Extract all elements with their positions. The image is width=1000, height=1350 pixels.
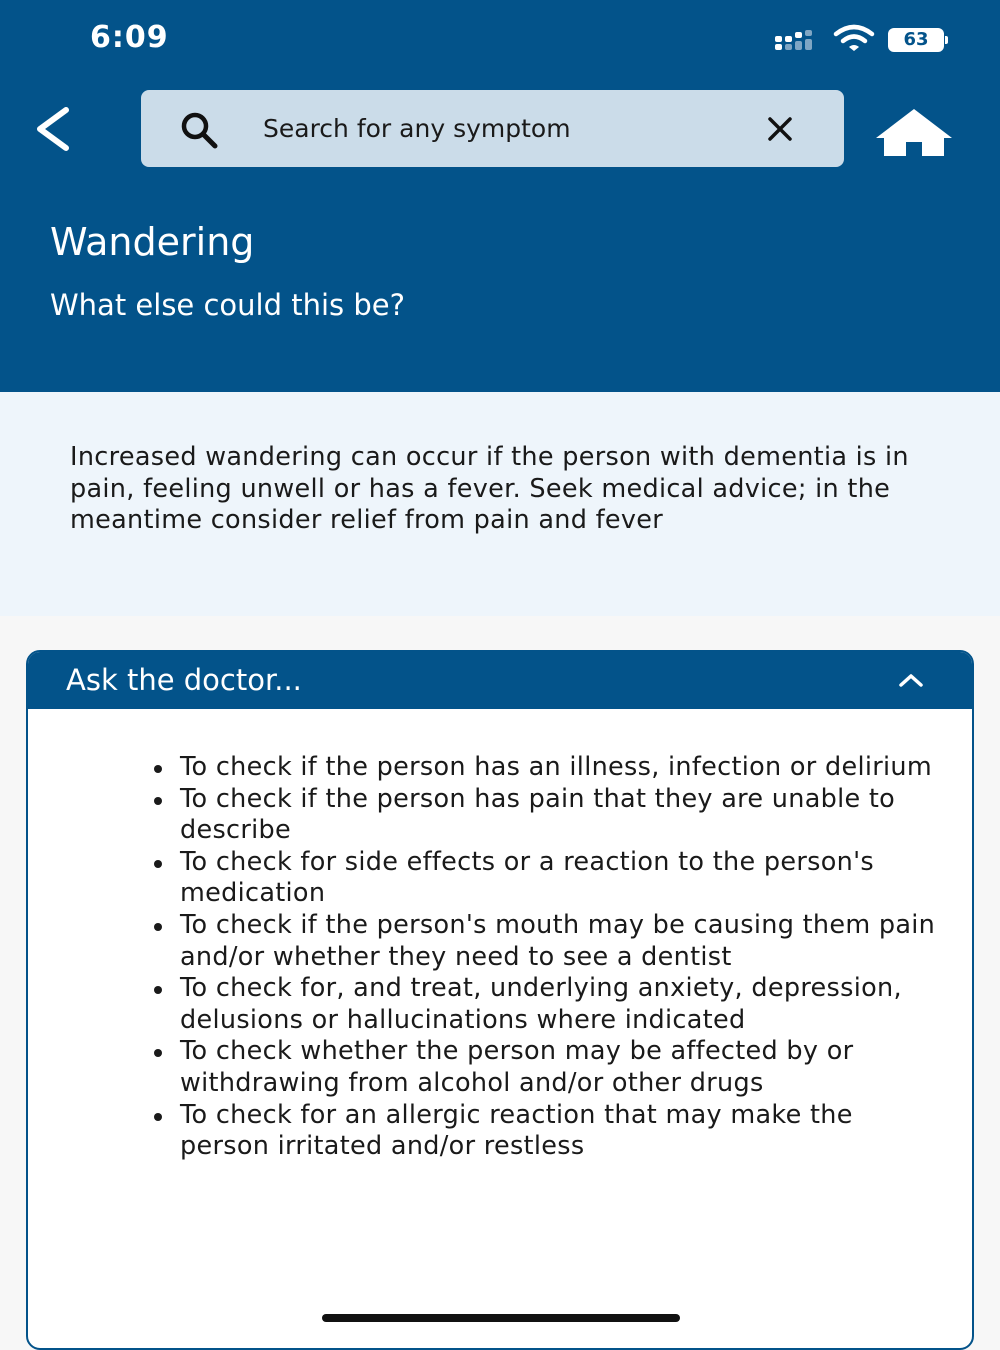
battery-icon	[888, 28, 948, 52]
ask-doctor-list	[150, 752, 950, 1163]
signal-icon	[775, 30, 821, 50]
list-item	[150, 973, 950, 1036]
list-item-text: To check for an allergic reaction that may make the person irritated and/or restless	[180, 1099, 853, 1162]
list-item	[150, 784, 950, 847]
status-time: 6:09	[90, 20, 169, 55]
wifi-icon	[832, 24, 876, 52]
ask-doctor-card	[26, 650, 974, 1350]
home-button[interactable]	[872, 106, 956, 158]
list-item	[150, 910, 950, 973]
search-input[interactable]	[263, 108, 743, 148]
back-button[interactable]	[28, 104, 78, 154]
chevron-up-icon	[896, 670, 926, 690]
list-item-text: To check whether the person may be affected by or withdrawing from alcohol and/or other drugs	[180, 1036, 854, 1098]
search-bar[interactable]	[141, 90, 844, 167]
list-item	[150, 1036, 950, 1099]
intro-text: Increased wandering can occur if the person with dementia is in pain, feeling unwell or has a fever. Seek medical advice; in the meantime consider relief from pain and fever	[70, 442, 909, 535]
page-title: Wandering	[50, 220, 255, 264]
list-item	[150, 1100, 950, 1163]
ask-doctor-toggle[interactable]	[28, 652, 974, 709]
intro-section	[0, 392, 1000, 616]
app-header	[0, 0, 1000, 392]
close-icon[interactable]	[765, 114, 795, 144]
list-item	[150, 847, 950, 910]
ask-doctor-title: Ask the doctor...	[66, 663, 302, 697]
home-indicator[interactable]	[322, 1314, 680, 1322]
battery-level: 63	[888, 28, 944, 52]
search-icon	[177, 110, 223, 150]
list-item-text: To check for, and treat, underlying anxiety, depression, delusions or hallucinations where indicated	[180, 973, 902, 1035]
list-item-text: To check if the person has pain that they are unable to describe	[180, 783, 896, 846]
page-subtitle: What else could this be?	[50, 288, 406, 322]
list-item-text: To check if the person has an illness, infection or delirium	[180, 752, 932, 782]
list-item-text: To check for side effects or a reaction to the person's medication	[180, 846, 874, 909]
list-item	[150, 752, 950, 784]
list-item-text: To check if the person's mouth may be causing them pain and/or whether they need to see a dentist	[180, 909, 936, 972]
